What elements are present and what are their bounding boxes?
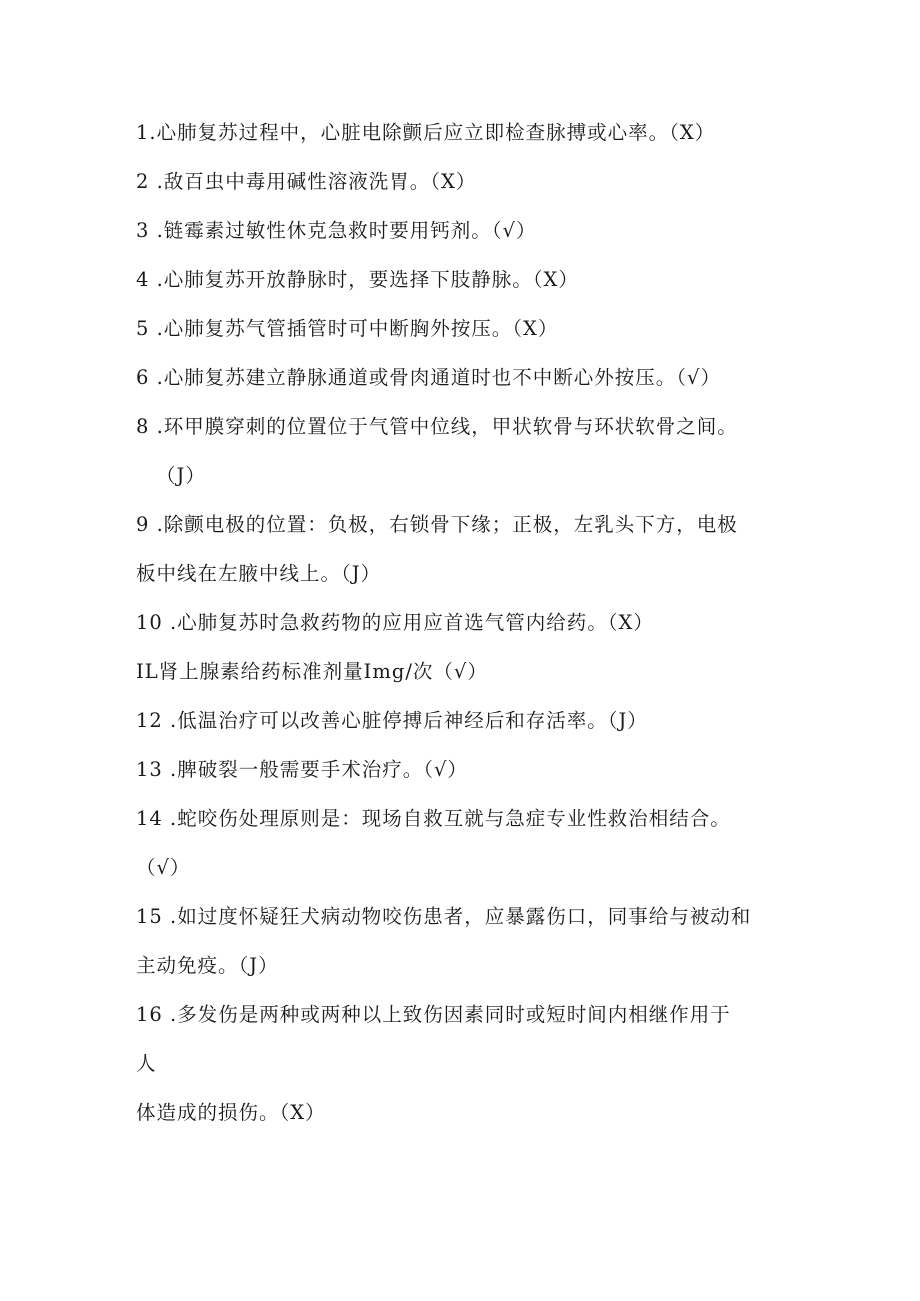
document-body	[136, 108, 796, 1137]
item-8: 8 .环甲膜穿刺的位置位于气管中位线，甲状软骨与环状软骨之间。	[136, 415, 738, 438]
item-16-end: 体造成的损伤。（X）	[136, 1101, 326, 1124]
item-4: 4 .心肺复苏开放静脉时，要选择下肢静脉。（X）	[136, 268, 579, 291]
item-15-continued: 主动免疫。（J）	[136, 954, 279, 977]
item-6: 6 .心肺复苏建立静脉通道或骨肉通道时也不中断心外按压。（√）	[136, 366, 721, 389]
item-13: 13 .脾破裂一般需要手术治疗。（√）	[136, 758, 468, 781]
item-16-continued: 人	[136, 1052, 157, 1075]
item-15: 15 .如过度怀疑狂犬病动物咬伤患者，应暴露伤口，同事给与被动和	[136, 905, 752, 928]
item-9-continued: 板中线在左腋中线上。（J）	[136, 562, 382, 585]
item-3: 3 .链霉素过敏性休克急救时要用钙剂。（√）	[136, 219, 537, 242]
item-2: 2 .敌百虫中毒用碱性溶液洗胃。（X）	[136, 170, 477, 193]
item-16: 16 .多发伤是两种或两种以上致伤因素同时或短时间内相继作用于	[136, 1003, 731, 1026]
item-8-answer: （J）	[156, 464, 206, 487]
item-14-answer: （√）	[136, 856, 191, 879]
item-14: 14 .蛇咬伤处理原则是：现场自救互就与急症专业性救治相结合。	[136, 807, 731, 830]
item-11: IL肾上腺素给药标准剂量Img/次（√）	[136, 660, 488, 683]
item-9: 9 .除颤电极的位置：负极，右锁骨下缘；正极，左乳头下方，电极	[136, 513, 738, 536]
item-10: 10 .心肺复苏时急救药物的应用应首选气管内给药。（X）	[136, 611, 654, 634]
item-1: 1.心肺复苏过程中，心脏电除颤后应立即检查脉搏或心率。（X）	[136, 121, 716, 144]
item-12: 12 .低温治疗可以改善心脏停搏后神经后和存活率。（J）	[136, 709, 648, 732]
item-5: 5 .心肺复苏气管插管时可中断胸外按压。（X）	[136, 317, 559, 340]
